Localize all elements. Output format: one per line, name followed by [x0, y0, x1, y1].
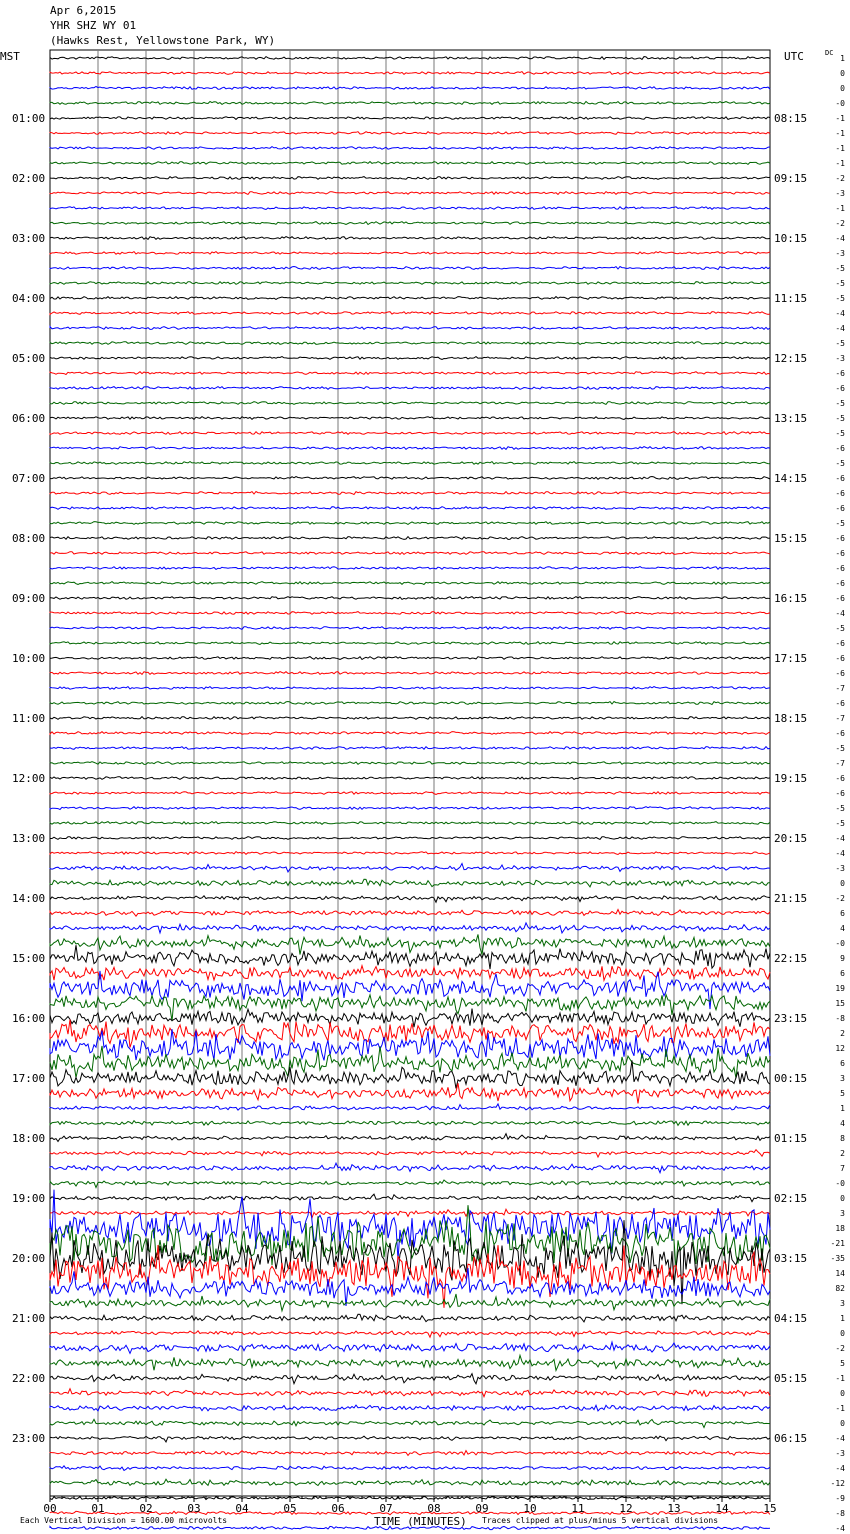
dc-offset-value: -6 [835, 699, 845, 708]
dc-offset-value: -2 [835, 174, 845, 183]
dc-offset-value: -4 [835, 609, 845, 618]
trace-line [50, 567, 770, 570]
dc-offset-value: -1 [835, 114, 845, 123]
left-hour-label: 11:00 [12, 712, 46, 725]
right-hour-label: 16:15 [774, 592, 808, 605]
right-hour-label: 06:15 [774, 1432, 808, 1445]
dc-offset-value: -6 [835, 489, 845, 498]
trace-line [50, 102, 770, 105]
dc-offset-value: -1 [835, 129, 845, 138]
trace-line [50, 267, 770, 270]
x-tick-label: 03 [187, 1502, 201, 1515]
trace-line [50, 702, 770, 705]
x-tick-label: 04 [235, 1502, 249, 1515]
trace-line [50, 462, 770, 465]
x-tick-label: 05 [283, 1502, 297, 1515]
trace-line [50, 657, 770, 660]
chart-location: (Hawks Rest, Yellowstone Park, WY) [50, 34, 276, 47]
trace-line [50, 1245, 770, 1308]
right-hour-label: 17:15 [774, 652, 808, 665]
trace-line [50, 552, 770, 555]
right-hour-label: 08:15 [774, 112, 808, 125]
dc-offset-value: -5 [835, 804, 845, 813]
dc-offset-value: 0 [840, 1194, 845, 1203]
dc-offset-value: -1 [835, 159, 845, 168]
trace-line [50, 1209, 770, 1218]
trace-line [50, 1389, 770, 1397]
left-hour-label: 14:00 [12, 892, 46, 905]
dc-offset-value: 19 [835, 984, 845, 993]
right-hour-label: 04:15 [774, 1312, 808, 1325]
dc-offset-value: -6 [835, 729, 845, 738]
trace-line [50, 372, 770, 375]
trace-line [50, 492, 770, 495]
x-tick-label: 11 [571, 1502, 585, 1515]
left-hour-label: 10:00 [12, 652, 46, 665]
dc-offset-value: 8 [840, 1134, 845, 1143]
trace-line [50, 147, 770, 150]
dc-offset-value: -12 [830, 1479, 845, 1488]
dc-offset-value: 4 [840, 1119, 845, 1128]
left-hour-label: 20:00 [12, 1252, 46, 1265]
dc-offset-value: -0 [835, 99, 845, 108]
left-hour-label: 22:00 [12, 1372, 46, 1385]
dc-offset-value: 2 [840, 1149, 845, 1158]
trace-line [50, 837, 770, 840]
right-hour-label: 21:15 [774, 892, 808, 905]
trace-line [50, 72, 770, 75]
trace-line [50, 342, 770, 345]
dc-offset-value: -6 [835, 654, 845, 663]
dc-offset-value: -4 [835, 1434, 845, 1443]
dc-offset-value: 15 [835, 999, 845, 1008]
dc-offset-value: 3 [840, 1209, 845, 1218]
x-tick-label: 15 [763, 1502, 777, 1515]
trace-line [50, 237, 770, 240]
left-hour-label: 06:00 [12, 412, 46, 425]
trace-line [50, 447, 770, 450]
dc-offset-value: -35 [830, 1254, 845, 1263]
right-hour-label: 18:15 [774, 712, 808, 725]
trace-line [50, 1220, 770, 1304]
trace-line [50, 1314, 770, 1322]
trace-line [50, 1451, 770, 1456]
trace-line [50, 879, 770, 887]
trace-line [50, 1331, 770, 1337]
dc-offset-value: -4 [835, 849, 845, 858]
left-hour-label: 03:00 [12, 232, 46, 245]
trace-line [50, 162, 770, 165]
dc-offset-value: -3 [835, 864, 845, 873]
trace-line [50, 807, 770, 810]
dc-offset-value: -1 [835, 1404, 845, 1413]
dc-offset-value: -6 [835, 549, 845, 558]
dc-offset-value: -4 [835, 834, 845, 843]
trace-line [50, 1121, 770, 1126]
trace-line [50, 1466, 770, 1471]
dc-offset-value: -0 [835, 1179, 845, 1188]
dc-offset-value: -5 [835, 279, 845, 288]
trace-line [50, 896, 770, 902]
dc-offset-value: 9 [840, 954, 845, 963]
dc-offset-value: -4 [835, 309, 845, 318]
left-hour-label: 09:00 [12, 592, 46, 605]
trace-line [50, 1083, 770, 1103]
trace-line [50, 1020, 770, 1048]
chart-date: Apr 6,2015 [50, 4, 117, 17]
trace-line [50, 971, 770, 1009]
left-hour-label: 04:00 [12, 292, 46, 305]
left-hour-label: 08:00 [12, 532, 46, 545]
dc-offset-value: -21 [830, 1239, 845, 1248]
dc-offset-value: -0 [835, 939, 845, 948]
trace-line [50, 1436, 770, 1442]
trace-line [50, 537, 770, 540]
left-hour-label: 15:00 [12, 952, 46, 965]
dc-offset-value: -2 [835, 894, 845, 903]
dc-offset-value: 0 [840, 69, 845, 78]
dc-offset-value: -4 [835, 234, 845, 243]
x-tick-label: 08 [427, 1502, 441, 1515]
trace-line [50, 1355, 770, 1370]
trace-line [50, 717, 770, 720]
trace-line [50, 627, 770, 630]
trace-line [50, 1163, 770, 1173]
dc-offset-value: -1 [835, 144, 845, 153]
dc-offset-value: -5 [835, 519, 845, 528]
left-hour-label: 18:00 [12, 1132, 46, 1145]
dc-offset-value: 0 [840, 1389, 845, 1398]
trace-line [50, 642, 770, 645]
dc-offset-value: -6 [835, 534, 845, 543]
right-timezone-label: UTC [784, 50, 804, 63]
trace-line [50, 1134, 770, 1142]
dc-offset-value: -3 [835, 1449, 845, 1458]
dc-offset-value: -6 [835, 504, 845, 513]
left-hour-label: 16:00 [12, 1012, 46, 1025]
dc-offset-value: 6 [840, 1059, 845, 1068]
trace-line [50, 1342, 770, 1353]
dc-offset-value: -6 [835, 564, 845, 573]
dc-offset-value: 6 [840, 909, 845, 918]
trace-line [50, 252, 770, 255]
trace-line [50, 687, 770, 690]
dc-offset-value: 0 [840, 879, 845, 888]
left-hour-label: 02:00 [12, 172, 46, 185]
trace-line [50, 995, 770, 1022]
dc-offset-value: -5 [835, 459, 845, 468]
dc-offset-value: 5 [840, 1359, 845, 1368]
left-hour-label: 19:00 [12, 1192, 46, 1205]
dc-offset-value: -5 [835, 744, 845, 753]
right-hour-label: 09:15 [774, 172, 808, 185]
trace-line [50, 297, 770, 300]
x-tick-label: 10 [523, 1502, 537, 1515]
trace-line [50, 864, 770, 872]
trace-line [50, 732, 770, 735]
dc-offset-value: -2 [835, 1344, 845, 1353]
trace-line [50, 910, 770, 917]
trace-line [50, 945, 770, 969]
left-hour-label: 23:00 [12, 1432, 46, 1445]
dc-offset-value: -5 [835, 624, 845, 633]
trace-line [50, 222, 770, 225]
x-tick-label: 13 [667, 1502, 681, 1515]
scale-note: Each Vertical Division = 1600.00 microvolts [20, 1516, 228, 1525]
dc-offset-value: -1 [835, 1374, 845, 1383]
dc-offset-value: 0 [840, 1419, 845, 1428]
x-tick-label: 01 [91, 1502, 105, 1515]
dc-offset-value: -3 [835, 249, 845, 258]
clip-note: Traces clipped at plus/minus 5 vertical divisions [482, 1516, 719, 1525]
right-hour-label: 11:15 [774, 292, 808, 305]
dc-offset-value: 1 [840, 1104, 845, 1113]
dc-offset-value: 4 [840, 924, 845, 933]
dc-offset-value: -2 [835, 219, 845, 228]
dc-offset-value: -5 [835, 399, 845, 408]
right-hour-label: 20:15 [774, 832, 808, 845]
x-tick-label: 09 [475, 1502, 489, 1515]
trace-line [50, 387, 770, 390]
left-hour-label: 05:00 [12, 352, 46, 365]
trace-line [50, 402, 770, 405]
dc-offset-value: -6 [835, 579, 845, 588]
dc-offset-value: -8 [835, 1509, 845, 1518]
dc-offset-value: -5 [835, 339, 845, 348]
dc-offset-value: 18 [835, 1224, 845, 1233]
dc-offset-value: 1 [840, 1314, 845, 1323]
right-hour-label: 05:15 [774, 1372, 808, 1385]
trace-line [50, 1405, 770, 1411]
dc-offset-value: 82 [835, 1284, 845, 1293]
right-hour-label: 14:15 [774, 472, 808, 485]
x-tick-label: 02 [139, 1502, 153, 1515]
x-axis-label: TIME (MINUTES) [374, 1515, 467, 1528]
dc-offset-value: -6 [835, 474, 845, 483]
trace-line [50, 1479, 770, 1485]
right-hour-label: 00:15 [774, 1072, 808, 1085]
dc-offset-value: -6 [835, 369, 845, 378]
right-hour-label: 02:15 [774, 1192, 808, 1205]
trace-line [50, 477, 770, 480]
trace-line [50, 934, 770, 954]
dc-offset-value: 12 [835, 1044, 845, 1053]
dc-offset-value: -7 [835, 714, 845, 723]
trace-line [50, 1374, 770, 1384]
dc-offset-value: -5 [835, 414, 845, 423]
trace-line [50, 417, 770, 420]
dc-offset-value: -6 [835, 669, 845, 678]
left-hour-label: 01:00 [12, 112, 46, 125]
dc-label: DC [825, 49, 834, 57]
dc-offset-value: -5 [835, 264, 845, 273]
dc-offset-value: -7 [835, 759, 845, 768]
trace-line [50, 312, 770, 315]
dc-offset-value: 0 [840, 84, 845, 93]
trace-line [50, 792, 770, 795]
trace-line [50, 87, 770, 90]
x-tick-label: 00 [43, 1502, 57, 1515]
dc-offset-value: 6 [840, 969, 845, 978]
trace-line [50, 762, 770, 765]
trace-line [50, 923, 770, 933]
dc-offset-value: -3 [835, 189, 845, 198]
trace-line [50, 522, 770, 525]
trace-line [50, 852, 770, 855]
left-hour-label: 07:00 [12, 472, 46, 485]
trace-line [50, 507, 770, 510]
dc-offset-value: -8 [835, 1014, 845, 1023]
dc-offset-value: -5 [835, 294, 845, 303]
right-hour-label: 03:15 [774, 1252, 808, 1265]
right-hour-label: 10:15 [774, 232, 808, 245]
trace-line [50, 1194, 770, 1202]
right-hour-label: 23:15 [774, 1012, 808, 1025]
trace-line [50, 1180, 770, 1188]
trace-line [50, 132, 770, 135]
right-hour-label: 13:15 [774, 412, 808, 425]
dc-offset-value: 5 [840, 1089, 845, 1098]
trace-line [50, 597, 770, 600]
trace-line [50, 582, 770, 585]
x-tick-label: 06 [331, 1502, 345, 1515]
right-hour-label: 15:15 [774, 532, 808, 545]
dc-offset-value: 14 [835, 1269, 845, 1278]
dc-offset-value: -6 [835, 594, 845, 603]
dc-offset-value: -5 [835, 819, 845, 828]
dc-offset-value: -6 [835, 639, 845, 648]
right-hour-label: 22:15 [774, 952, 808, 965]
trace-line [50, 777, 770, 780]
left-hour-label: 17:00 [12, 1072, 46, 1085]
dc-offset-value: -1 [835, 204, 845, 213]
dc-offset-value: -6 [835, 444, 845, 453]
left-hour-label: 21:00 [12, 1312, 46, 1325]
trace-line [50, 177, 770, 180]
right-hour-label: 12:15 [774, 352, 808, 365]
x-tick-label: 07 [379, 1502, 393, 1515]
trace-line [50, 822, 770, 825]
trace-line [50, 207, 770, 210]
dc-offset-value: -4 [835, 324, 845, 333]
trace-line [50, 192, 770, 195]
trace-line [50, 612, 770, 615]
trace-line [50, 672, 770, 675]
trace-line [50, 327, 770, 330]
trace-line [50, 57, 770, 60]
dc-offset-value: -4 [835, 1464, 845, 1473]
dc-offset-value: -5 [835, 429, 845, 438]
trace-line [50, 357, 770, 360]
dc-offset-value: -6 [835, 384, 845, 393]
trace-line [50, 1104, 770, 1110]
dc-offset-value: 1 [840, 54, 845, 63]
dc-offset-value: 2 [840, 1029, 845, 1038]
trace-line [50, 282, 770, 285]
plot-frame [50, 50, 770, 1496]
dc-offset-value: 3 [840, 1299, 845, 1308]
trace-line [50, 1419, 770, 1427]
x-tick-label: 14 [715, 1502, 729, 1515]
trace-line [50, 966, 770, 981]
right-hour-label: 01:15 [774, 1132, 808, 1145]
dc-offset-value: -4 [835, 1524, 845, 1533]
dc-offset-value: -6 [835, 789, 845, 798]
chart-station: YHR SHZ WY 01 [50, 19, 137, 32]
dc-offset-value: 7 [840, 1164, 845, 1173]
trace-line [50, 1009, 770, 1028]
trace-line [50, 747, 770, 750]
x-tick-label: 12 [619, 1502, 633, 1515]
left-hour-label: 13:00 [12, 832, 46, 845]
left-hour-label: 12:00 [12, 772, 46, 785]
dc-offset-value: 0 [840, 1329, 845, 1338]
dc-offset-value: -9 [835, 1494, 845, 1503]
dc-offset-value: 3 [840, 1074, 845, 1083]
trace-line [50, 117, 770, 120]
trace-line [50, 1150, 770, 1157]
dc-offset-value: -7 [835, 684, 845, 693]
trace-line [50, 432, 770, 435]
right-hour-label: 19:15 [774, 772, 808, 785]
dc-offset-value: -3 [835, 354, 845, 363]
left-timezone-label: MST [0, 50, 20, 63]
dc-offset-value: -6 [835, 774, 845, 783]
